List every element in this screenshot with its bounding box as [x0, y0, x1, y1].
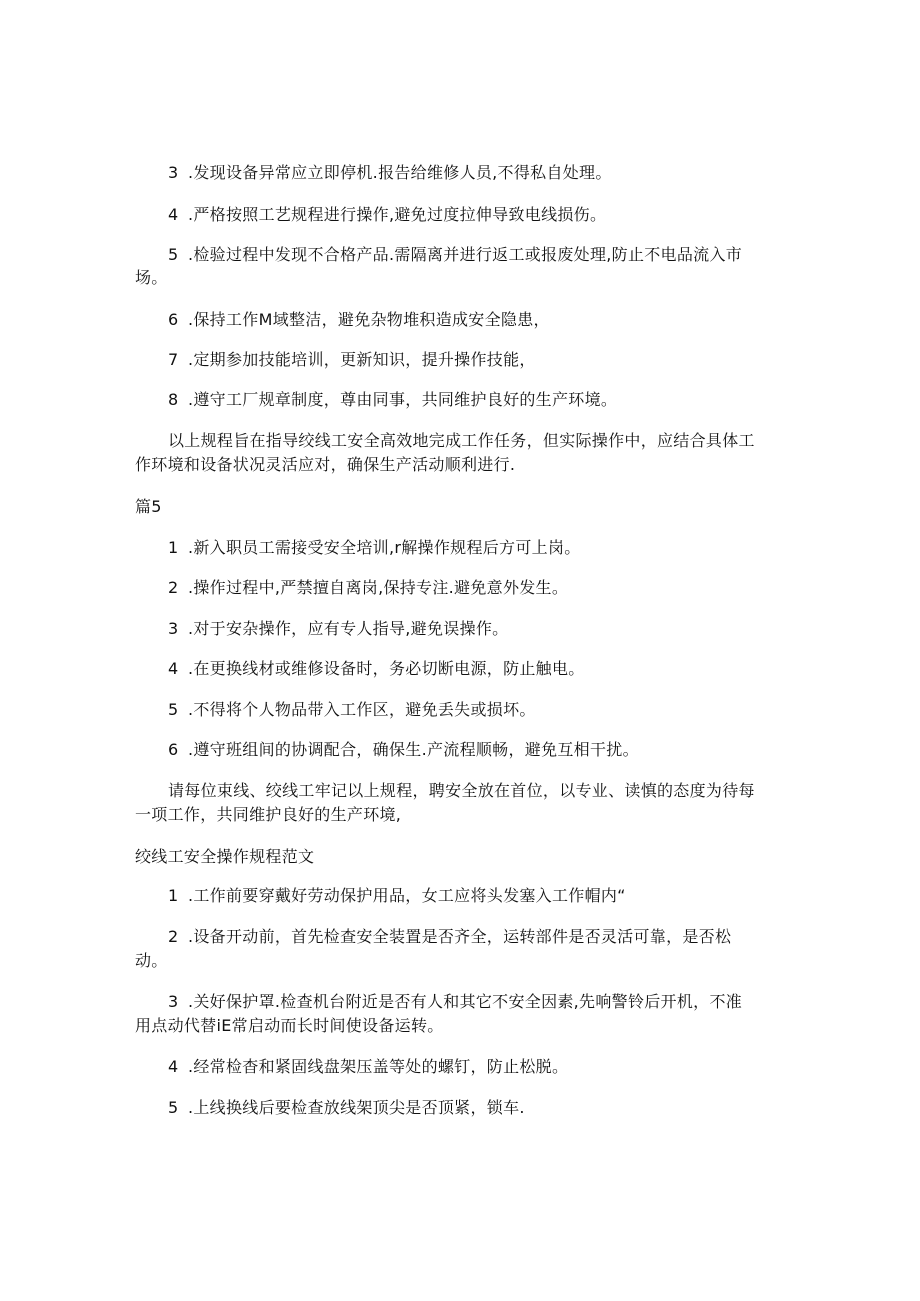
list-item-text: .经常检杳和紧固线盘架压盖等处的螺钉，防止松脱。	[188, 1057, 569, 1076]
list-item-number: 1	[168, 538, 179, 557]
list-item	[168, 163, 612, 183]
list-item-text: .工作前要穿戴好劳动保护用品，女工应将头发塞入工作帽内“	[188, 886, 626, 905]
list-item-number: 1	[168, 886, 179, 905]
list-item-number: 4	[168, 205, 179, 224]
summary-paragraph-line: 一项工作，共同维护良好的生产环境,	[135, 805, 402, 824]
list-item-number: 2	[168, 927, 179, 946]
section-heading: 篇5	[135, 497, 162, 516]
list-item-number: 8	[168, 390, 179, 409]
list-item-number: 4	[168, 1057, 179, 1076]
list-item-text: .检验过程中发现不合格产品.需隔离并进行返工或报废处理,防止不电品流入市	[188, 245, 743, 264]
list-item-number: 3	[168, 619, 179, 638]
list-item	[168, 740, 639, 760]
list-item-number: 3	[168, 992, 179, 1011]
list-item-text: .遵守工厂规章制度，尊由同事，共同维护良好的生产环境。	[188, 390, 618, 409]
list-item	[168, 619, 508, 639]
summary-paragraph-line: 请每位束线、绞线工牢记以上规程，聘安全放在首位，以专业、读慎的态度为待每	[168, 781, 755, 800]
summary-paragraph-line: 作环境和设备状况灵活应对，确保生产活动顺利进行.	[135, 455, 516, 474]
list-item	[168, 700, 536, 720]
list-item	[168, 390, 617, 410]
list-item-text: .保持工作M域整洁，避免杂物堆积造成安全隐患，	[188, 310, 550, 329]
list-item-continuation: 动。	[135, 951, 168, 970]
list-item-text: .遵守班组间的协调配合，确保生.产流程顺畅，避免互相干扰。	[188, 740, 639, 759]
list-item-text: .不得将个人物品带入工作区，避免丢失或损坏。	[188, 700, 536, 719]
list-item	[168, 245, 742, 265]
list-item-text: .对于安杂操作，应有专人指导,避免误操作。	[188, 619, 509, 638]
list-item-text: .严格按照工艺规程进行操作,避免过度拉伸导致电线损伤。	[188, 205, 607, 224]
list-item-number: 3	[168, 163, 179, 182]
list-item-text: .在更换线材或维修设备时，务必切断电源，防止触电。	[188, 659, 585, 678]
list-item-continuation: 场。	[135, 268, 168, 287]
list-item-number: 6	[168, 740, 179, 759]
summary-paragraph-line: 以上规程旨在指导绞线工安全高效地完成工作任务，但实际操作中，应结合具体工	[168, 431, 755, 450]
list-item-number: 5	[168, 245, 179, 264]
list-item-text: .关好保护罩.检查机台附近是否有人和其它不安全因素,先响警铃后开机，不准	[188, 992, 743, 1011]
list-item	[168, 1057, 568, 1077]
list-item-text: .设备开动前，首先检查安全装置是否齐全，运转部件是否灵活可靠，是否松	[188, 927, 732, 946]
list-item	[168, 927, 731, 947]
list-item	[168, 886, 626, 906]
list-item-number: 4	[168, 659, 179, 678]
list-item	[168, 1098, 525, 1118]
list-item	[168, 578, 568, 598]
list-item-text: .新入职员工需接受安全培训,r解操作规程后方可上岗。	[188, 538, 581, 557]
list-item-text: .操作过程中,严禁擅自离岗,保持专注.避免意外发生。	[188, 578, 569, 597]
list-item-number: 5	[168, 700, 179, 719]
list-item	[168, 538, 581, 558]
section-heading: 绞线工安全操作规程范文	[135, 847, 315, 866]
list-item-number: 6	[168, 310, 179, 329]
list-item-number: 7	[168, 350, 179, 369]
list-item	[168, 205, 606, 225]
list-item-number: 2	[168, 578, 179, 597]
list-item-text: .发现设备异常应立即停机.报告给维修人员,不得私自处理。	[188, 163, 612, 182]
list-item	[168, 310, 550, 330]
list-item-number: 5	[168, 1098, 179, 1117]
list-item	[168, 659, 585, 679]
list-item-text: .定期参加技能培训，更新知识，提升操作技能，	[188, 350, 536, 369]
list-item	[168, 350, 536, 370]
list-item	[168, 992, 742, 1012]
list-item-continuation: 用点动代替iE常启动而长时间使设备运转。	[135, 1016, 444, 1035]
list-item-text: .上线换线后要检查放线架顶尖是否顶紧，锁车.	[188, 1098, 525, 1117]
